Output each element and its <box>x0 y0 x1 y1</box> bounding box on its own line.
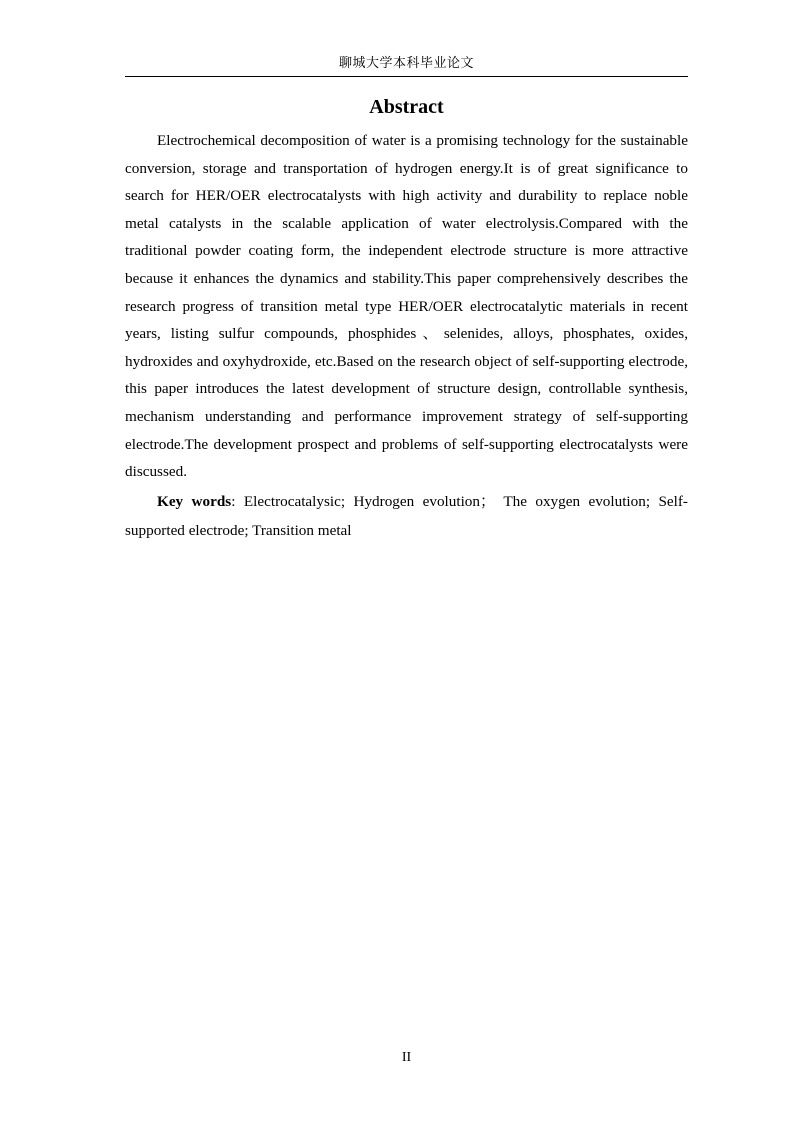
keywords-label: Key words <box>157 493 232 510</box>
keywords-text: Electrocatalysic; Hydrogen evolution； The oxygen evolution; Self-supported electrode; Transition metal <box>125 493 688 539</box>
abstract-heading: Abstract <box>369 96 444 118</box>
keywords-separator: : <box>231 493 244 510</box>
header-divider <box>125 76 688 77</box>
abstract-body: Electrochemical decomposition of water is a promising technology for the sustainable conversion, storage and transportation of hydrogen energy.It is of great significance to search for HER/OER electrocatalysts with high activity and durability to replace noble metal catalysts in the scalable application of water electrolysis.Compared with the traditional powder coating form, the independent electrode structure is more attractive because it enhances the dynamics and stability.This paper comprehensively describes the research progress of transition metal type HER/OER electrocatalytic materials in recent years, listing sulfur compounds, phosphides、selenides, alloys, phosphates, oxides, hydroxides and oxyhydroxide, etc.Based on the research object of self-supporting electrode, this paper introduces the latest development of structure design, controllable synthesis, mechanism understanding and performance improvement strategy of self-supporting electrode.The development prospect and problems of self-supporting electrocatalysts were discussed. <box>125 132 688 481</box>
page-number: II <box>401 1050 412 1065</box>
running-header: 聊城大学本科毕业论文 <box>338 56 474 71</box>
keywords-paragraph <box>125 487 688 545</box>
